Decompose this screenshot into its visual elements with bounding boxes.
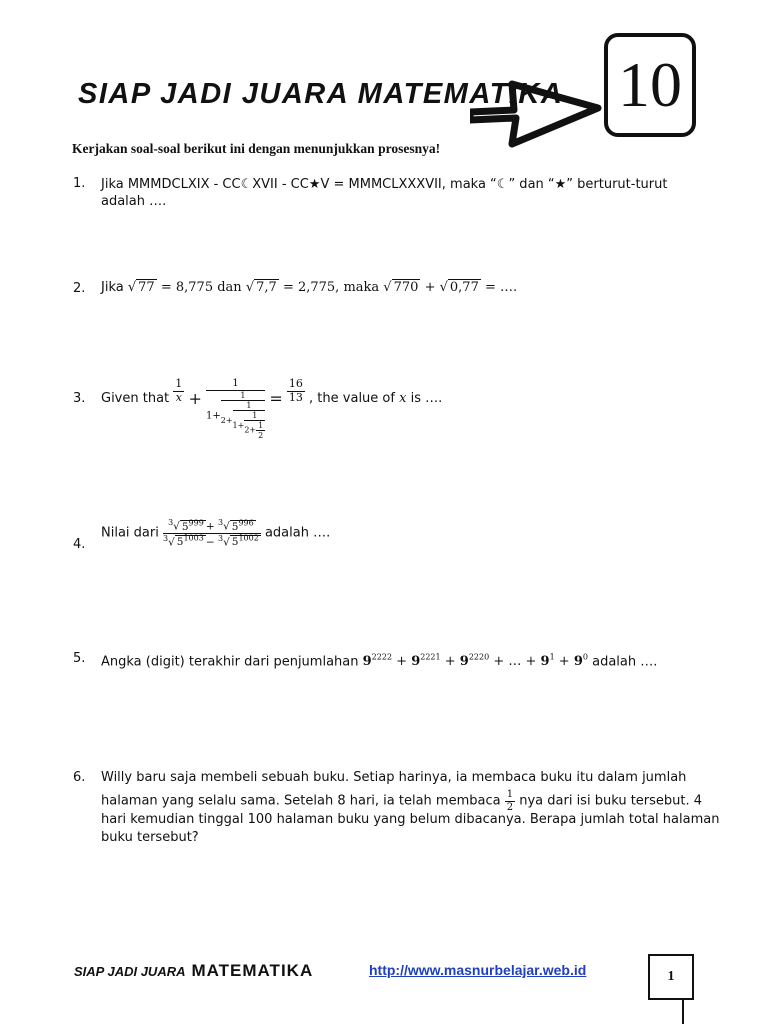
q4-fraction: $\frac{^3√ 5^{999} + ^3√ 5^{996}}{^3√ 5^{1003} - ^3√ 5^{1002}}$ xyxy=(162,518,259,549)
question-5-text: Angka (digit) terakhir dari penjumlahan $9^{2222} + 9^{2221} + 9^{2220}$ + … + $9^1 + 9^0$ adalah …. xyxy=(101,653,658,670)
q4-prefix: Nilai dari xyxy=(101,525,159,541)
question-4-text xyxy=(101,518,330,548)
q2-plus: + xyxy=(424,280,436,295)
question-6-line-3: hari kemudian tinggal 100 halaman buku yang belum dibacanya. Berapa jumlah total halaman xyxy=(101,812,720,827)
question-1-line-2: adalah …. xyxy=(101,194,167,209)
question-3-number: 3. xyxy=(73,391,86,406)
q4-tail: adalah …. xyxy=(264,525,331,541)
worksheet-number-box xyxy=(604,33,696,137)
q2-radicand-3: 770 xyxy=(393,280,419,295)
question-1-number: 1. xyxy=(73,176,86,191)
instruction: Kerjakan soal-soal berikut ini dengan menunjukkan prosesnya! xyxy=(72,141,441,156)
q6-line-2b: nya dari isi buku tersebut. 4 xyxy=(519,793,703,809)
q2-radicand-1: 77 xyxy=(138,280,155,295)
question-6-line-4: buku tersebut? xyxy=(101,830,199,845)
page-number: 1 xyxy=(648,954,694,1000)
q3-continued-fraction: 1 1+ 1 2+ 1 1+ 1 2+ $\frac{1}{2}$ xyxy=(205,378,264,441)
q3-tail-2: is …. xyxy=(410,391,443,406)
q6-line-2a: halaman yang selalu sama. Setelah 8 hari, ia telah membaca xyxy=(101,793,501,809)
q2-eq-2: = 2,775, maka xyxy=(282,280,380,295)
footer-brand-bold: MATEMATIKA xyxy=(191,961,314,980)
question-5-number: 5. xyxy=(73,651,86,666)
question-6-number: 6. xyxy=(73,770,86,785)
website-link[interactable]: http://www.masnurbelajar.web.id xyxy=(369,962,587,978)
footer-divider xyxy=(682,1000,684,1024)
footer-brand-text: SIAP JADI JUARA xyxy=(74,964,186,979)
q2-tail: = …. xyxy=(485,280,518,295)
question-2-text: Jika √ 77 = 8,775 dan √ 7,7 = 2,775, maka √ 770 + √ 0,77 = …. xyxy=(101,280,518,295)
q5-tail: adalah …. xyxy=(592,654,658,670)
q3-tail: , the value of xyxy=(309,391,395,406)
arrow-icon xyxy=(470,78,602,150)
worksheet-number: 10 xyxy=(618,49,682,120)
question-4-number: 4. xyxy=(73,537,86,552)
q2-radicand-4: 0,77 xyxy=(449,280,479,295)
q2-eq-1: = 8,775 dan xyxy=(160,280,242,295)
q2-radicand-2: 7,7 xyxy=(256,280,277,295)
q5-text: Angka (digit) terakhir dari penjumlahan xyxy=(101,654,359,670)
q3-prefix: Given that xyxy=(101,391,170,406)
worksheet-title: SIAP JADI JUARA MATEMATIKA xyxy=(78,78,564,110)
q3-variable: x xyxy=(399,391,407,406)
question-1-line-1: Jika MMMDCLXIX - CC☾XVII - CC★V = MMMCLXXXVII, maka “☾” dan “★” berturut-turut xyxy=(101,177,668,192)
question-6-line-1: Willy baru saja membeli sebuah buku. Setiap harinya, ia membaca buku itu dalam jumlah xyxy=(101,770,687,785)
q2-prefix: Jika xyxy=(101,280,124,295)
footer-brand xyxy=(74,961,313,981)
question-2-number: 2. xyxy=(73,281,86,296)
question-6-line-2: halaman yang selalu sama. Setelah 8 hari, ia telah membaca $\frac{1}{2}$ nya dari isi buku tersebut. 4 xyxy=(101,789,703,813)
question-3-text: Given that $\frac{1}{x}$ + 1 1+ 1 2+ 1 1+ 1 2+ $\frac{1}{2}$ = $\frac{16}{13}$ , the value of x is …. xyxy=(101,377,443,441)
